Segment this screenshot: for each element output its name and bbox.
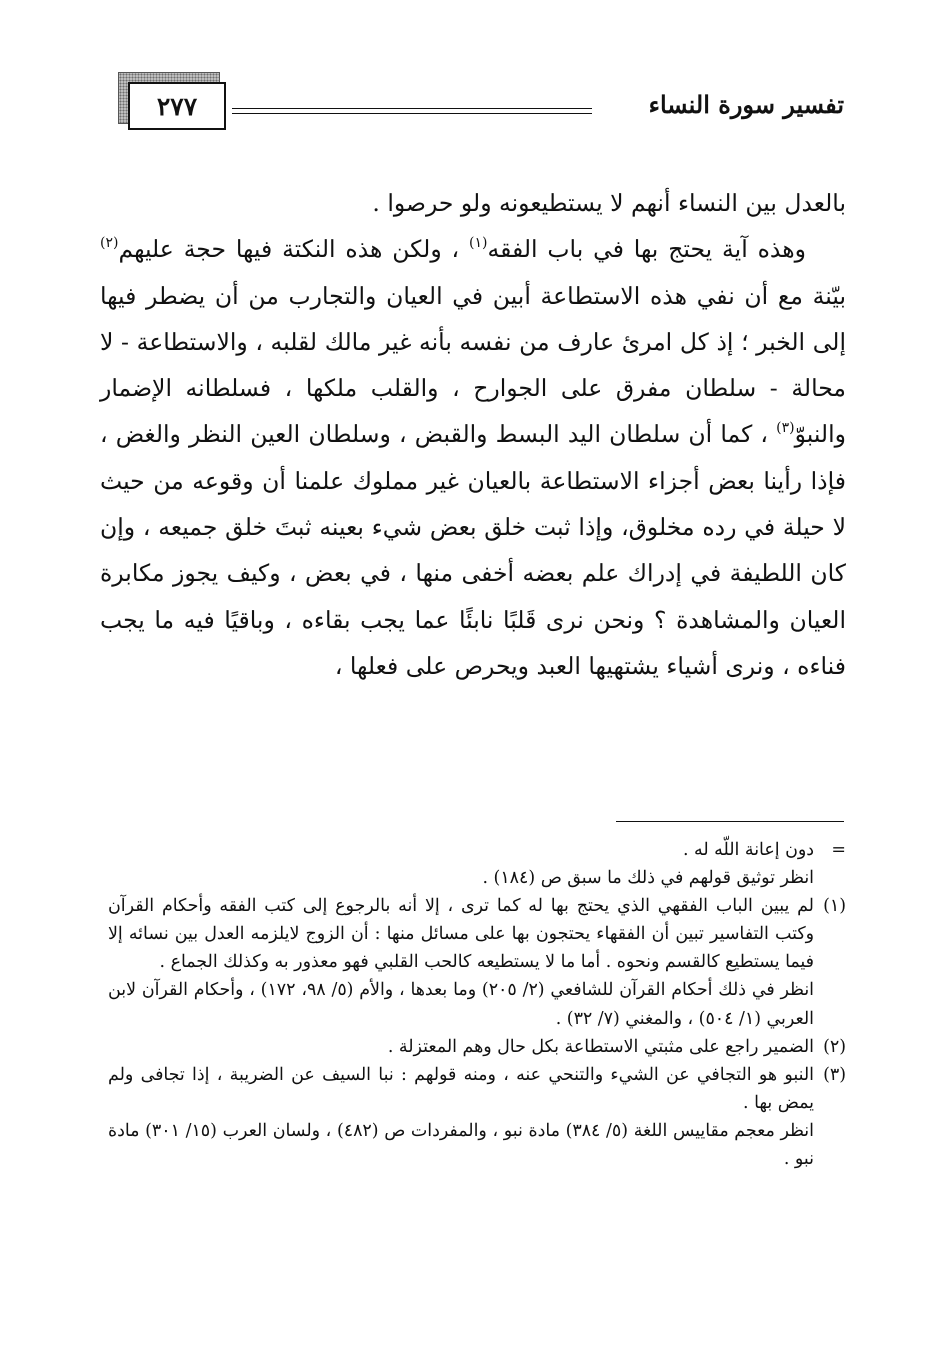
footnote-2: [108, 1033, 846, 1061]
footnote-3-text: النبو هو التجافي عن الشيء والتنحي عنه ، ومنه قولهم : نبا السيف عن الضريبة ، إذا تجافى ولم يمض بها .: [108, 1064, 814, 1113]
paragraph-part-d: ، كما أن سلطان اليد البسط والقبض ، وسلطان العين النظر والغض ، فإذا رأينا بعض أجزاء الاستطاعة بالعيان غير مملوك علمنا أن وقوعه من حيث لا حيلة في رده مخلوق، وإذا ثبت خلق بعض شيء بعينه ثبتَ خلق جميعه ، وإن كان اللطيفة في إدراك علم بعضه أخفى منها ، في بعض ، وكيف يجوز مكابرة العيان والمشاهدة ؟ ونحن نرى قَلبًا نابئًا عما يجب بقاءه ، وباقيًا فيه ما يجب فناءه ، ونرى أشياء يشتهيها العبد ويحرص على فعلها ،: [100, 420, 846, 680]
continuation-mark: =: [831, 840, 846, 860]
footnote-separator: [616, 821, 844, 822]
footnote-3-reference: انظر معجم مقاييس اللغة (٥/ ٣٨٤) مادة نبو ، والمفردات ص (٤٨٢) ، ولسان العرب (١٥/ ٣٠١) مادة نبو .: [108, 1120, 814, 1170]
footnote-1-text: لم يبين الباب الفقهي الذي يحتج بها له كما ترى ، إلا أنه بالرجوع إلى كتب الفقه وأحكام القرآن وكتب التفاسير تبين أن الفقهاء يحتجون بها على مسائل منها : أن الزوج لايلزمه العدل بين نسائه إلا فيما يستطيع كالقسم ونحوه . أما ما لا يستطيعه كالحب القلبي فهو معذور به وكذلك الجماع .: [108, 896, 814, 973]
header-rule-lower: [232, 113, 592, 114]
footnotes: [108, 836, 846, 1173]
footnote-ref-1[interactable]: (١): [469, 235, 488, 252]
continuation-line-2: انظر توثيق قولهم في ذلك ما سبق ص (١٨٤) .: [482, 868, 814, 889]
footnote-2-text: الضمير راجع على مثبتي الاستطاعة بكل حال وهم المعتزلة .: [387, 1036, 814, 1057]
continuation-line-1: دون إعانة اللّه له .: [682, 840, 814, 860]
footnote-1-reference: انظر في ذلك أحكام القرآن للشافعي (٢/ ٢٠٥) وما بعدها ، والأم (٥/ ٩٨، ١٧٢) ، وأحكام القرآن لابن العربي (١/ ٥٠٤) ، والمغني (٧/ ٣٢) .: [108, 980, 814, 1029]
footnote-continuation: [108, 836, 846, 864]
header-rule: [232, 108, 592, 109]
footnote-2-mark: (٢): [823, 1036, 846, 1057]
page-number: ٢٧٧: [156, 91, 198, 121]
paragraph-main: [100, 226, 846, 689]
footnote-ref-2[interactable]: (٢): [100, 235, 119, 252]
footnote-3: [108, 1061, 846, 1117]
footnote-1-mark: (١): [823, 896, 846, 917]
footnote-ref-3[interactable]: (٣): [776, 420, 795, 437]
paragraph-part-c: بيّنة مع أن نفي هذه الاستطاعة أبين في العيان والتجارب من أن يضطر فيها إلى الخبر ؛ إذ كل امرئ عارف من نفسه بأنه غير مالك لقلبه ، والاستطاعة - لا محالة - سلطان مفرق على الجوارح ، والقلب ملكها ، فسلطانه الإضمار والنبوّ: [100, 281, 846, 449]
paragraph-part-a: وهذه آية يحتج بها في باب الفقه: [487, 235, 806, 264]
page-number-box: [128, 82, 226, 130]
paragraph-continuation: بالعدل بين النساء أنهم لا يستطيعونه ولو حرصوا .: [372, 189, 846, 217]
paragraph-part-b: ، ولكن هذه النكتة فيها حجة عليهم: [118, 235, 460, 264]
running-title: تفسير سورة النساء: [648, 90, 844, 119]
footnote-1: [108, 892, 846, 976]
main-text: [100, 180, 846, 689]
footnote-3-mark: (٣): [823, 1064, 846, 1085]
